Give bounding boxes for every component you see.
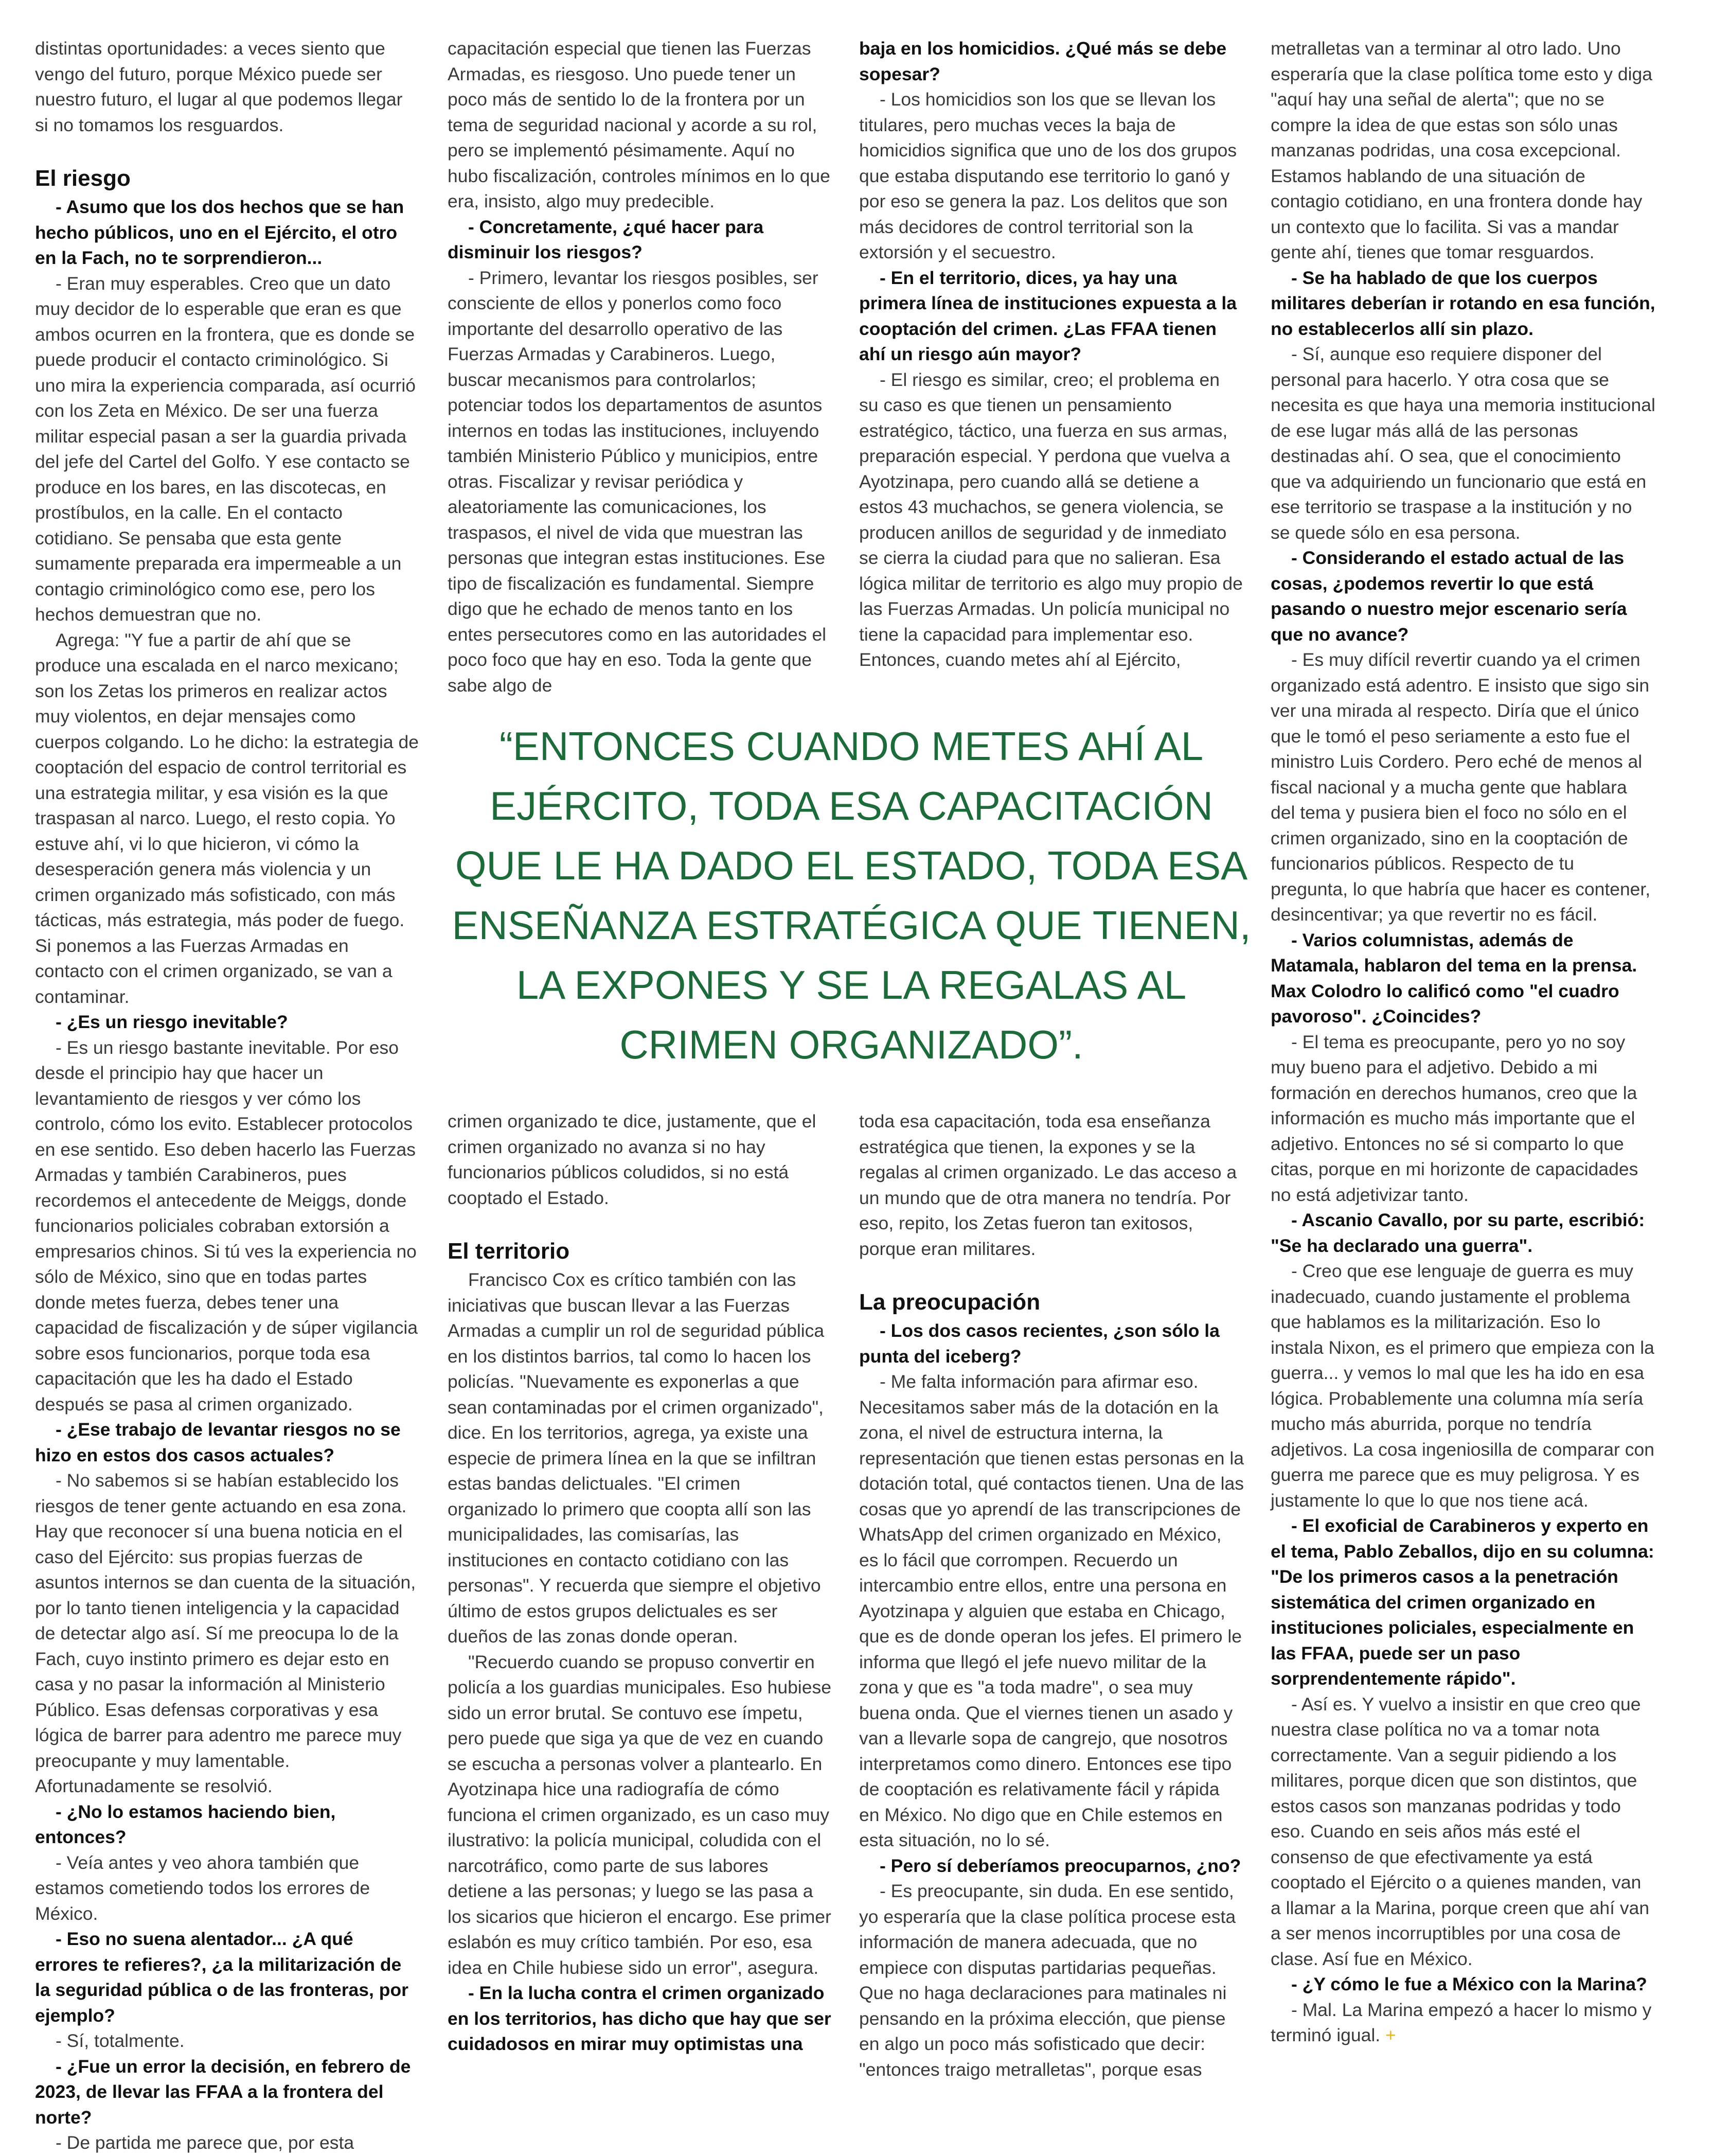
answer: - Creo que ese lenguaje de guerra es muy inadecuado, cuando justamente el problema que hablamos es la militarización. Eso lo instala Nixon, es el primero que empieza con la guerra... y vemos lo mal que les ha ido en esa lógica. Probablemente una columna mía sería mucho más aburrida, porque no tendría adjetivos. La cosa ingeniosilla de comparar con guerra me parece que es muy peligrosa. Y es justamente lo que lo que nos tiene acá. <box>1271 1261 1654 1511</box>
answer: - De partida me parece que, por esta <box>56 2132 354 2153</box>
answer: - Es un riesgo bastante inevitable. Por eso desde el principio hay que hacer un levantamiento de riesgos y ver cómo los controlo, cómo los evito. Establecer protocolos en ese sentido. Eso deben hacerlo las Fuerzas Armadas y también Carabineros, pues recordemos el antecedente de Meiggs, donde funcionarios policiales cobraban extorsión a empresarios chinos. Si tú ves la experiencia no sólo de México, sino que en todas partes donde metes fuerza, debes tener una capacidad de fiscalización y de súper vigilancia sobre esos funcionarios, porque toda esa capacitación que les ha dado el Estado después se pasa al crimen organizado. <box>35 1037 418 1415</box>
column-4 <box>1271 36 1655 2048</box>
question: - ¿No lo estamos haciendo bien, entonces? <box>35 1801 336 1847</box>
section-heading-riesgo: El riesgo <box>35 166 131 191</box>
paragraph: toda esa capacitación, toda esa enseñanza estratégica que tienen, la expones y se la regalas al crimen organizado. Le das acceso a un mundo que de otra manera no tendría. Por eso, repito, los Zetas fueron tan exitosos, porque eran militares. <box>859 1111 1237 1259</box>
column-2-bottom <box>448 1109 832 2057</box>
question: - En el territorio, dices, ya hay una primera línea de instituciones expuesta a la cooptación del crimen. ¿Las FFAA tienen ahí un riesgo aún mayor? <box>859 267 1237 364</box>
answer: - Primero, levantar los riesgos posibles, ser consciente de ellos y ponerlos como foco importante del desarrollo operativo de las Fuerzas Armadas y Carabineros. Luego, buscar mecanismos para controlarlos; potenciar todos los departamentos de asuntos internos en todas las instituciones, incluyendo también Ministerio Público y municipios, entre otras. Fiscalizar y revisar periódica y aleatoriamente las comunicaciones, los traspasos, el nivel de vida que muestran las personas que integran estas instituciones. Ese tipo de fiscalización es fundamental. Siempre digo que he echado de menos tanto en los entes persecutores como en las autoridades el poco foco que hay en eso. Toda la gente que sabe algo de <box>448 267 827 696</box>
column-3-bottom <box>859 1109 1244 2082</box>
end-mark-icon: + <box>1385 2025 1396 2045</box>
question: - Concretamente, ¿qué hacer para disminuir los riesgos? <box>448 216 764 262</box>
answer: - Los homicidios son los que se llevan los titulares, pero muchas veces la baja de homicidios significa que uno de los dos grupos que estaba disputando ese territorio lo ganó y por eso se genera la paz. Los delitos que son más decidores de control territorial son la extorsión y el secuestro. <box>859 89 1237 262</box>
paragraph: crimen organizado te dice, justamente, que el crimen organizado no avanza si no hay funcionarios públicos coludidos, si no está cooptado el Estado. <box>448 1111 816 1208</box>
paragraph: distintas oportunidades: a veces siento que vengo del futuro, porque México puede ser nuestro futuro, el lugar al que podemos llegar si no tomamos los resguardos. <box>35 38 403 135</box>
column-2-top <box>448 36 832 698</box>
paragraph: metralletas van a terminar al otro lado. Uno esperaría que la clase política tome esto y diga "aquí hay una señal de alerta"; que no se compre la idea de que estas son sólo unas manzanas podridas, una cosa excepcional. Estamos hablando de una situación de contagio cotidiano, en una frontera donde hay un contexto que lo facilita. Si vas a mandar gente ahí, tienes que tomar resguardos. <box>1271 38 1652 262</box>
answer: - Me falta información para afirmar eso. Necesitamos saber más de la dotación en la zona, el nivel de estructura interna, la representación que tienen estas personas en la dotación total, qué contactos tienen. Una de las cosas que yo aprendí de las transcripciones de WhatsApp del crimen organizado en México, es lo fácil que corrompen. Recuerdo un intercambio entre ellos, entre una persona en Ayotzinapa y alguien que estaba en Chicago, que es de donde operan los jefes. El primero le informa que llegó el jefe nuevo militar de la zona y que es "a toda madre", o sea muy buena onda. Que el viernes tienen un asado y van a llevarle sopa de cangrejo, que nosotros interpretamos como dinero. Entonces ese tipo de cooptación es relativamente fácil y rápida en México. No digo que en Chile estemos en esta situación, no lo sé. <box>859 1371 1244 1850</box>
question: - ¿Es un riesgo inevitable? <box>56 1012 288 1032</box>
question: - ¿Y cómo le fue a México con la Marina? <box>1291 1974 1647 1994</box>
answer: - Sí, totalmente. <box>56 2030 185 2051</box>
question: - Varios columnistas, además de Matamala, hablaron del tema en la prensa. Max Colodro lo calificó como "el cuadro pavoroso". ¿Coincides? <box>1271 929 1637 1027</box>
question: - ¿Fue un error la decisión, en febrero de 2023, de llevar las FFAA a la frontera del norte? <box>35 2056 411 2128</box>
question: - Eso no suena alentador... ¿A qué errores te refieres?, ¿a la militarización de la seguridad pública o de las fronteras, por ejemplo? <box>35 1929 408 2026</box>
answer: - Veía antes y veo ahora también que estamos cometiendo todos los errores de México. <box>35 1852 370 1924</box>
question: - Pero sí deberíamos preocuparnos, ¿no? <box>880 1855 1241 1876</box>
section-heading-preocupacion: La preocupación <box>859 1289 1041 1315</box>
question: - Los dos casos recientes, ¿son sólo la punta del iceberg? <box>859 1320 1220 1367</box>
question: - Asumo que los dos hechos que se han hecho públicos, uno en el Ejército, el otro en la Fach, no te sorprendieron... <box>35 197 404 268</box>
answer-final <box>1271 1998 1655 2048</box>
question: - Considerando el estado actual de las cosas, ¿podemos revertir lo que está pasando o nuestro mejor escenario sería que no avance? <box>1271 547 1627 645</box>
answer: - Eran muy esperables. Creo que un dato muy decidor de lo esperable que eran es que ambos ocurren en la frontera, que es donde se puede producir el contacto criminológico. Si uno mira la experiencia comparada, así ocurrió con los Zeta en México. De ser una fuerza militar especial pasan a ser la guardia privada del jefe del Cartel del Golfo. Y ese contacto se produce en los bares, en las discotecas, en prostíbulos, en la calle. En el contacto cotidiano. Se pensaba que esta gente sumamente preparada era impermeable a un contagio criminológico como ese, pero los hechos demuestran que no. <box>35 273 416 625</box>
question: - ¿Ese trabajo de levantar riesgos no se hizo en estos dos casos actuales? <box>35 1419 401 1465</box>
pull-quote: “ENTONCES CUANDO METES AHÍ AL EJÉRCITO, TODA ESA CAPACITACIÓN QUE LE HA DADO EL ESTADO, TODA ESA ENSEÑANZA ESTRATÉGICA QUE TIENEN, LA EXPONES Y SE LA REGALAS AL CRIMEN ORGANIZADO”. <box>452 723 1251 1067</box>
answer: - Sí, aunque eso requiere disponer del personal para hacerlo. Y otra cosa que se necesita es que haya una memoria institucional de ese lugar más allá de las personas destinadas ahí. O sea, que el conocimiento que va adquiriendo un funcionario que está en ese territorio se traspase a la institución y no se quede sólo en esa persona. <box>1271 344 1655 543</box>
question: - Ascanio Cavallo, por su parte, escribió: "Se ha declarado una guerra". <box>1271 1210 1645 1256</box>
question: - Se ha hablado de que los cuerpos militares deberían ir rotando en esa función, no establecerlos allí sin plazo. <box>1271 267 1655 339</box>
answer: - No sabemos si se habían establecido los riesgos de tener gente actuando en esa zona. Hay que reconocer sí una buena noticia en el caso del Ejército: sus propias fuerzas de asuntos internos se dan cuenta de la situación, por lo tanto tienen inteligencia y la capacidad de detectar algo así. Sí me preocupa lo de la Fach, cuyo instinto primero es dejar esto en casa y no pasar la información al Ministerio Público. Esas defensas corporativas y esa lógica de barrer para adentro me parece muy preocupante y muy lamentable. Afortunadamente se resolvió. <box>35 1470 416 1796</box>
answer: - Es muy difícil revertir cuando ya el crimen organizado está adentro. E insisto que sigo sin ver una mirada al respecto. Diría que el único que le tomó el peso seriamente a esto fue el ministro Luis Cordero. Pero eché de menos al fiscal nacional y a mucha gente que hablara del tema y pusiera bien el foco no sólo en el crimen organizado, sino en la cooptación de funcionarios públicos. Respecto de tu pregunta, lo que habría que hacer es contener, desincentivar; ya que revertir no es fácil. <box>1271 649 1651 925</box>
paragraph: Francisco Cox es crítico también con las iniciativas que buscan llevar a las Fuerzas Armadas a cumplir un rol de seguridad pública en los distintos barrios, tal como lo hacen los policías. "Nuevamente es exponerlas a que sean contaminadas por el crimen organizado", dice. En los territorios, agrega, ya existe una especie de primera línea en la que se infiltran estas bandas delictuales. "El crimen organizado lo primero que coopta allí son las municipalidades, las comisarías, las instituciones en contacto cotidiano con las personas". Y recuerda que siempre el objetivo último de estos grupos delictuales es ser dueños de las zonas donde operan. <box>448 1269 825 1647</box>
question: - En la lucha contra el crimen organizado en los territorios, has dicho que hay que ser cuidadosos en mirar muy optimistas una <box>448 1983 831 2054</box>
answer: - Es preocupante, sin duda. En ese sentido, yo esperaría que la clase política procese esta información de manera adecuada, que no empiece con disputas partidarias pequeñas. Que no haga declaraciones para matinales ni pensando en la próxima elección, que piense en algo un poco más sofisticado que decir: "entonces traigo metralletas", porque esas <box>859 1881 1236 2080</box>
paragraph: Agrega: "Y fue a partir de ahí que se produce una escalada en el narco mexicano; son los Zetas los primeros en realizar actos muy violentos, en dejar mensajes como cuerpos colgando. Lo he dicho: la estrategia de cooptación del espacio de control territorial es una estrategia militar, y esa visión es la que traspasan al narco. Luego, el resto copia. Yo estuve ahí, vi lo que hicieron, vi cómo la desesperación genera más violencia y un crimen organizado más sofisticado, con más tácticas, más estrategia, más poder de fuego. Si ponemos a las Fuerzas Armadas en contacto con el crimen organizado, se van a contaminar. <box>35 629 419 1007</box>
answer-text: - Mal. La Marina empezó a hacer lo mismo y terminó igual. <box>1271 1999 1652 2045</box>
column-1 <box>35 36 420 2156</box>
question: - El exoficial de Carabineros y experto en el tema, Pablo Zeballos, dijo en su columna: "De los primeros casos a la penetración sistemática del crimen organizado en instituciones policiales, especialmente en las FFAA, puede ser un paso sorprendentemente rápido". <box>1271 1515 1654 1689</box>
column-3-top <box>859 36 1244 673</box>
answer: - Así es. Y vuelvo a insistir en que creo que nuestra clase política no va a tomar nota correctamente. Van a seguir pidiendo a los militares, porque dicen que son distintos, que estos casos son manzanas podridas y todo eso. Cuando en seis años más esté el consenso de que efectivamente ya está cooptado el Ejército o a quienes manden, van a llamar a la Marina, porque creen que ahí van a ser menos incorruptibles por una cosa de clase. Así fue en México. <box>1271 1693 1650 1969</box>
paragraph: capacitación especial que tienen las Fuerzas Armadas, es riesgoso. Uno puede tener un poco más de sentido lo de la frontera por un tema de seguridad nacional y acorde a su rol, pero se implementó pésimamente. Aquí no hubo fiscalización, controles mínimos en lo que era, insisto, algo muy predecible. <box>448 38 830 211</box>
answer: - El tema es preocupante, pero yo no soy muy bueno para el adjetivo. Debido a mi formación en derechos humanos, creo que la información es mucho más importante que el adjetivo. Entonces no sé si comparto lo que citas, porque en mi horizonte de capacidades no está adjetivizar tanto. <box>1271 1031 1638 1205</box>
answer: - El riesgo es similar, creo; el problema en su caso es que tienen un pensamiento estratégico, táctico, una fuerza en sus armas, preparación especial. Y perdona que vuelva a Ayotzinapa, pero cuando allá se detiene a estos 43 muchachos, se genera violencia, se producen anillos de seguridad y de inmediato se cierra la ciudad para que no salieran. Esa lógica militar de territorio es algo muy propio de las Fuerzas Armadas. Un policía municipal no tiene la capacidad para implementar eso. Entonces, cuando metes ahí al Ejército, <box>859 369 1243 670</box>
paragraph: "Recuerdo cuando se propuso convertir en policía a los guardias municipales. Eso hubiese sido un error brutal. Se contuvo ese ímpetu, pero puede que siga ya que de vez en cuando se escucha a personas volver a plantearlo. En Ayotzinapa hice una radiografía de cómo funciona el crimen organizado, es un caso muy ilustrativo: la policía municipal, coludida con el narcotráfico, como parte de sus labores detiene a las personas; y luego se las pasa a los sicarios que hicieron el encargo. Ese primer eslabón es muy crítico también. Por eso, esa idea en Chile hubiese sido un error", asegura. <box>448 1651 831 1978</box>
question: baja en los homicidios. ¿Qué más se debe sopesar? <box>859 38 1227 84</box>
section-heading-territorio: El territorio <box>448 1239 570 1264</box>
